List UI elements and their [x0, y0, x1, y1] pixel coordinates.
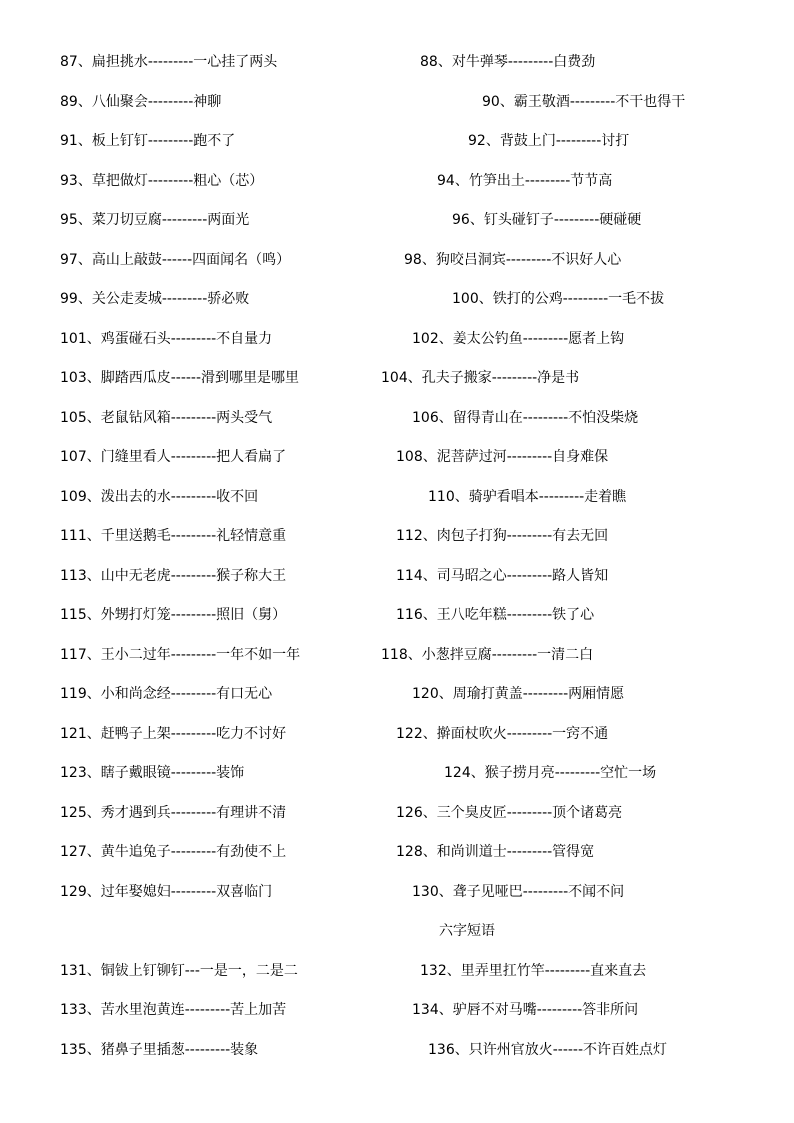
idiom-left: 95、菜刀切豆腐---------两面光: [60, 212, 250, 228]
idiom-right: 100、铁打的公鸡---------一毛不拔: [452, 291, 665, 307]
idiom-left: 87、扁担挑水---------一心挂了两头: [60, 54, 278, 70]
idiom-left: 127、黄牛追兔子---------有劲使不上: [60, 844, 287, 860]
idiom-left: 111、千里送鹅毛---------礼轻情意重: [60, 528, 287, 544]
idiom-right: 92、背鼓上门---------讨打: [468, 133, 630, 149]
idiom-row: [0, 603, 794, 627]
idiom-left: 101、鸡蛋碰石头---------不自量力: [60, 331, 273, 347]
idiom-row: [0, 169, 794, 193]
idiom-right: 136、只许州官放火------不许百姓点灯: [428, 1042, 668, 1058]
idiom-row: [0, 998, 794, 1022]
idiom-left: 107、门缝里看人---------把人看扁了: [60, 449, 287, 465]
idiom-row: [0, 880, 794, 904]
idiom-row: [0, 959, 794, 983]
idiom-left: 97、高山上敲鼓------四面闻名（鸣）: [60, 252, 291, 268]
idiom-row: [0, 682, 794, 706]
idiom-left: 99、关公走麦城---------骄必败: [60, 291, 250, 307]
idiom-right: 106、留得青山在---------不怕没柴烧: [412, 410, 639, 426]
idiom-right: 120、周瑜打黄盖---------两厢情愿: [412, 686, 625, 702]
section-heading: [0, 919, 794, 943]
idiom-right: 114、司马昭之心---------路人皆知: [396, 568, 609, 584]
idiom-right: 108、泥菩萨过河---------自身难保: [396, 449, 609, 465]
idiom-left: 125、秀才遇到兵---------有理讲不清: [60, 805, 287, 821]
idiom-row: [0, 50, 794, 74]
idiom-left: 135、猪鼻子里插葱---------装象: [60, 1042, 259, 1058]
idiom-row: [0, 327, 794, 351]
idiom-right: 96、钉头碰钉子---------硬碰硬: [452, 212, 642, 228]
idiom-right: 116、王八吃年糕---------铁了心: [396, 607, 595, 623]
idiom-left: 91、板上钉钉---------跑不了: [60, 133, 236, 149]
idiom-left: 105、老鼠钻风箱---------两头受气: [60, 410, 273, 426]
idiom-left: 123、瞎子戴眼镜---------装饰: [60, 765, 245, 781]
idiom-right: 130、聋子见哑巴---------不闻不问: [412, 884, 625, 900]
idiom-right: 94、竹笋出土---------节节高: [437, 173, 613, 189]
idiom-row: [0, 406, 794, 430]
idiom-right: 118、小葱拌豆腐---------一清二白: [381, 647, 594, 663]
idiom-row: [0, 761, 794, 785]
idiom-row: [0, 445, 794, 469]
idiom-row: [0, 564, 794, 588]
idiom-row: [0, 287, 794, 311]
idiom-left: 89、八仙聚会---------神聊: [60, 94, 222, 110]
idiom-row: [0, 722, 794, 746]
idiom-right: 112、肉包子打狗---------有去无回: [396, 528, 609, 544]
idiom-row: [0, 840, 794, 864]
idiom-right: 98、狗咬吕洞宾---------不识好人心: [404, 252, 622, 268]
idiom-left: 121、赶鸭子上架---------吃力不讨好: [60, 726, 287, 742]
idiom-right: 88、对牛弹琴---------白费劲: [420, 54, 596, 70]
section-heading-text: 六字短语: [439, 923, 495, 939]
idiom-right: 110、骑驴看唱本---------走着瞧: [428, 489, 627, 505]
idiom-left: 115、外甥打灯笼---------照旧（舅）: [60, 607, 287, 623]
idiom-left: 113、山中无老虎---------猴子称大王: [60, 568, 287, 584]
idiom-left: 117、王小二过年---------一年不如一年: [60, 647, 301, 663]
idiom-row: [0, 524, 794, 548]
idiom-left: 133、苦水里泡黄连---------苦上加苦: [60, 1002, 287, 1018]
idiom-left: 109、泼出去的水---------收不回: [60, 489, 259, 505]
idiom-row: [0, 248, 794, 272]
idiom-row: [0, 366, 794, 390]
idiom-left: 119、小和尚念经---------有口无心: [60, 686, 273, 702]
idiom-right: 132、里弄里扛竹竿---------直来直去: [420, 963, 647, 979]
idiom-left: 103、脚踏西瓜皮------滑到哪里是哪里: [60, 370, 300, 386]
idiom-left: 131、铜钹上钉铆钉---一是一，二是二: [60, 963, 298, 979]
idiom-right: 102、姜太公钓鱼---------愿者上钩: [412, 331, 625, 347]
idiom-row: [0, 643, 794, 667]
idiom-right: 128、和尚训道士---------管得宽: [396, 844, 595, 860]
idiom-left: 129、过年娶媳妇---------双喜临门: [60, 884, 273, 900]
idiom-right: 124、猴子捞月亮---------空忙一场: [444, 765, 657, 781]
idiom-row: [0, 801, 794, 825]
idiom-row: [0, 129, 794, 153]
idiom-right: 122、擀面杖吹火---------一窍不通: [396, 726, 609, 742]
idiom-row: [0, 90, 794, 114]
idiom-right: 134、驴唇不对马嘴---------答非所问: [412, 1002, 639, 1018]
idiom-left: 93、草把做灯---------粗心（芯）: [60, 173, 264, 189]
idiom-row: [0, 208, 794, 232]
idiom-right: 90、霸王敬酒---------不干也得干: [482, 94, 686, 110]
idiom-right: 126、三个臭皮匠---------顶个诸葛亮: [396, 805, 623, 821]
idiom-row: [0, 1038, 794, 1062]
idiom-row: [0, 485, 794, 509]
idiom-right: 104、孔夫子搬家---------净是书: [381, 370, 580, 386]
